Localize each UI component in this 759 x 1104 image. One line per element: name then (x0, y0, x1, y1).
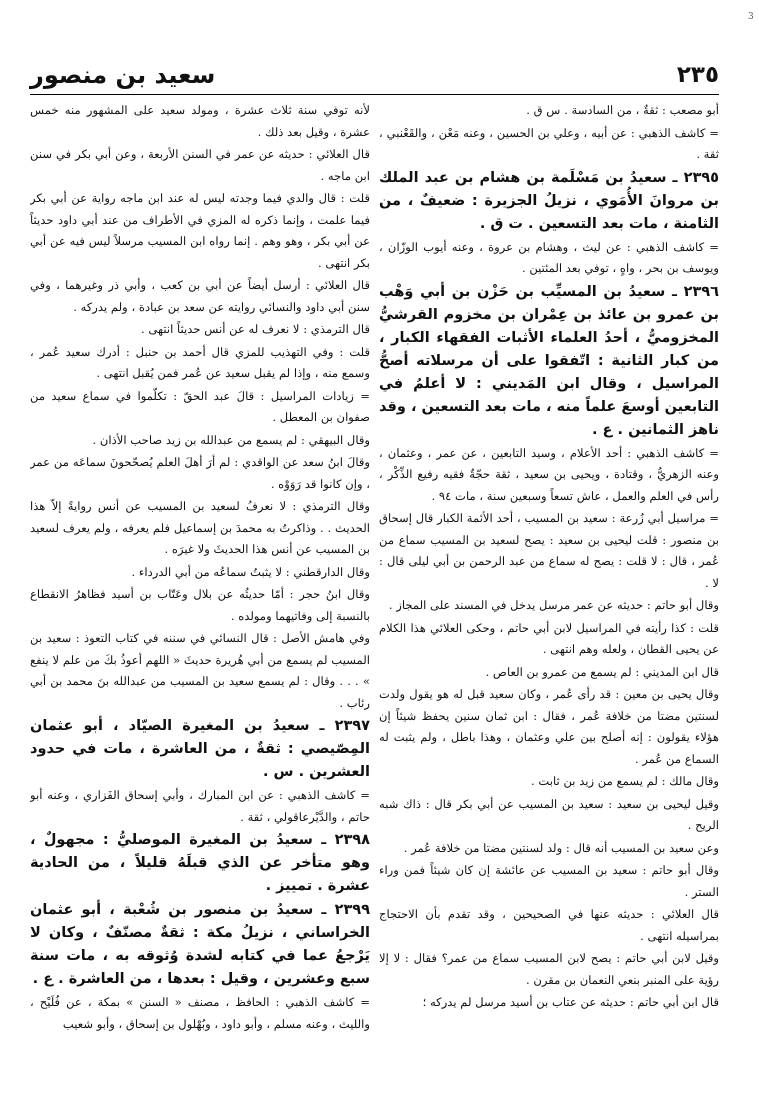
entry-2395: ٢٣٩٥ ـ سعيدُ بن مَسْلَمة بن هشام بن عبد الملك بن مروانَ الأُمَوي ، نزيلُ الجزيرة : ضعيفٌ ، من الثامنة ، مات بعد التسعين . ت ق . (379, 169, 719, 232)
paragraph: قال العلائي : حديثه عن عمر في السنن الأربعة ، وعن أبي بكر في سنن ابن ماجه . (30, 147, 370, 183)
paragraph: = زيادات المراسيل : قالَ عبد الحقّ : تكلّموا في سماع سعيد من صفوان بن المعطل . (30, 388, 370, 424)
entry-2397: ٢٣٩٧ ـ سعيدُ بن المغيرة الصيّاد ، أبو عثمان المِصّيصي : ثقةٌ ، من العاشرة ، مات في حدود العشرين . س . (30, 718, 370, 780)
page-number: ٢٣٥ (676, 62, 719, 88)
paragraph: = مراسيل أبي زُرعة : سعيد بن المسيب ، أحد الأئمة الكبار قال إسحاق بن منصور : قلت ليحيى بن سعيد : يصح لسعيد بن المسيب سماع من عُمر ، قال : لا قلت : يصح له سماع من عبد الرحمن بن أبي ليلى قال : لا . (379, 511, 719, 590)
paragraph: = كاشف الذهبي : أحد الأعلام ، وسيد التابعين ، عن عمر ، وعثمان ، وعنه الزهريُّ ، وقتادة ، ويحيى بن سعيد ، ثقة حجّةٌ فقيه رفيع الذِّكْر ، رأس في العلم والعمل ، عاش تسعاً وسبعين سنة ، مات ٩٤ . (379, 445, 719, 503)
paragraph: = كاشف الذهبي : عن ابن المبارك ، وأبي إسحاق الفَزاري ، وعنه أبو حاتم ، والدَّيْرعاقولي ، ثقة . (30, 788, 370, 824)
corner-mark: 3 (748, 12, 754, 22)
paragraph: قال العلائي : أرسل أيضاً عن أبي بن كعب ، وأبي ذر وغيرهما ، وفي سنن أبي داود والنسائي روايته عن سعد بن عبادة ، ولم يدركه . (30, 278, 370, 314)
paragraph: وقال ابنُ حجر : أمّا حديثُه عن بلال وعَتّاب بن أسيد فظاهرُ الانقطاع بالنسبة إلى وفاتيهما ومولده . (30, 587, 370, 623)
header-rule (30, 94, 719, 95)
paragraph: وقال أبو حاتم : سعيد بن المسيب عن عائشة إن كان شيئاً فمن وراء الستر . (379, 863, 719, 899)
paragraph: = كاشف الذهبي : الحافظ ، مصنف « السنن » بمكة ، عن فُلَيْح ، والليث ، وعنه مسلم ، وأبو داود ، وبُهْلول بن إسحاق ، وأبو شعيب (30, 995, 370, 1031)
paragraph: قال ابن أبي حاتم : حديثه عن عتاب بن أسيد مرسل لم يدركه ؛ (422, 995, 719, 1009)
paragraph: وقال البيهقي : لم يسمع من عبدالله بن زيد صاحب الأذان . (92, 432, 370, 447)
paragraph: وقال أبو حاتم : حديثه عن عمر مرسل يدخل في المسند على المجاز . (388, 598, 719, 612)
paragraph: وقيل لابن أبي حاتم : يصح لابن المسيب سماع من عمر؟ فقال : لا إلا رؤية على المنبر بنعي النعمان بن مقرن . (379, 951, 719, 987)
paragraph: وقال يحيى بن معين : قد رأى عُمر ، وكان سعيد قبل له هو يقول ولدت لسنتين مضتا من خلافة عُمر ، فقال : ابن ثمان سنين يحفظ شيئاً إن هؤلاء يقولون : إنه أصلح بين علي وعثمان ، وهذا باطل ، ولم يثبت له السماع من عُمر . (379, 687, 719, 766)
paragraph: وقال مالك : لم يسمع من زيد بن ثابت . (531, 774, 719, 788)
page-header (30, 61, 719, 92)
right-column (379, 100, 719, 1090)
running-title: سعيد بن منصور (30, 61, 216, 89)
paragraph: = كاشف الذهبي : عن أبيه ، وعلي بن الحسين ، وعنه مَعْن ، والقَعْنبي ، ثقة . (379, 125, 719, 161)
paragraph: وقيل ليحيى بن سعيد : سعيد بن المسيب عن أبي بكر قال : ذاك شبه الريح . (379, 796, 719, 832)
paragraph: قلت : وفي التهذيب للمزي قال أحمد بن حنبل : أدرك سعيد عُمر ، وسمع منه ، وإذا لم يقبل سعيد عن عُمر فمن يُقبل انتهى . (30, 344, 370, 380)
paragraph: قال العلائي : حديثه عنها في الصحيحين ، وقد تقدم بأن الاحتجاج بمراسيله انتهى . (379, 907, 719, 943)
left-column (30, 100, 370, 1090)
paragraph: قلت : قال والدي فيما وجدته ليس له عند ابن ماجه رواية عن أبي بكر فيما علمت ، وإنما ذكره له المزي في الأطراف من عند أبي داود حديثاً عن أبي بكر ، وهو وهم . إنما رواه ابن المسيب مرسلاً ليس فيه عن أبي بكر انتهى . (30, 191, 370, 270)
entry-2399: ٢٣٩٩ ـ سعيدُ بن منصور بن شُعْبة ، أبو عثمان الخراساني ، نزيلُ مكة : ثقةٌ مصنّفٌ ، وكان لا يَرْجعُ عما في كتابه لشدة وُثوقه به ، مات سنة سبع وعشرين ، وقيل : بعدها ، من العاشرة . ع . (30, 902, 370, 987)
entry-2396: ٢٣٩٦ ـ سعيدُ بن المسيِّب بن حَزْن بن أبي وَهْب بن عمرو بن عائذ بن عِمْران بن مخزوم القرشيُّ المخزوميُّ ، أحدُ العلماء الأثبات الفقهاء الكبار ، من كبار الثانية : اتّفقوا على أن مرسلاته أصحُّ المراسيل ، وقال ابن المَديني : لا أعلمُ في التابعين أوسعَ علماً منه ، مات بعد التسعين ، وقد ناهز الثمانين . ع . (379, 283, 719, 438)
paragraph: قال ابن المديني : لم يسمع من عمرو بن العاص . (485, 664, 719, 679)
paragraph: = كاشف الذهبي : عن ليث ، وهشام بن عروة ، وعنه أيوب الوزّان ، ويوسف بن بحر ، واهٍ ، توفي بعد المئتين . (379, 239, 719, 275)
paragraph: قلت : كذا رأيته في المراسيل لابن أبي حاتم ، وحكى العلائي هذا الكلام عن يحيى القطان ، ولعله وهم انتهى . (379, 620, 719, 656)
paragraph: وقال الترمذي : لا نعرفُ لسعيد بن المسيب عن أنس روايةً إلاّ هذا الحديث . . وذاكرتُ به محمدَ بن إسماعيل فلم يعرفه ، ولم يعرف لسعيد بن المسيب عن أنس هذا الحديثَ ولا غيرَه . (30, 499, 370, 556)
paragraph: وعن سعيد بن المسيب أنه قال : ولد لسنتين مضتا من خلافة عُمر . (403, 840, 719, 855)
paragraph: وقالَ ابنُ سعد عن الواقدي : لم أرَ أهلَ العلم يُصحّحونَ سماعَه من عمر ، وإن كانوا قد رَوَوْه . (30, 455, 370, 491)
paragraph: لأنه توفي سنة ثلاث عشرة ، ومولد سعيد على المشهور منه خمس عشرة ، وقيل بعد ذلك . (30, 103, 370, 139)
paragraph: وقال الدارقطني : لا يثبتُ سماعُه من أبي الدرداء . (131, 564, 370, 579)
paragraph: وفي هامش الأصل : قال النسائي في سننه في كتاب التعوذ : سعيد بن المسيب لم يسمع من أبي هُريرة حديثَ « اللهم أعوذُ بكَ من علم لا ينفع » . . . وقال : لم يسمع سعيد بن المسيب من عبدالله بنَ محمد بن أبي رئاب . (30, 631, 370, 710)
entry-2398: ٢٣٩٨ ـ سعيدُ بن المغيرة الموصليُّ : مجهولٌ ، وهو متأخر عن الذي قبلَهُ قليلاً ، من الحادية عشرة . تمييز . (30, 832, 370, 894)
paragraph: أبو مصعب : ثقةٌ ، من السادسة . س ق . (526, 103, 719, 117)
paragraph: قال الترمذي : لا نعرف له عن أنس حديثاً انتهى . (141, 322, 370, 336)
